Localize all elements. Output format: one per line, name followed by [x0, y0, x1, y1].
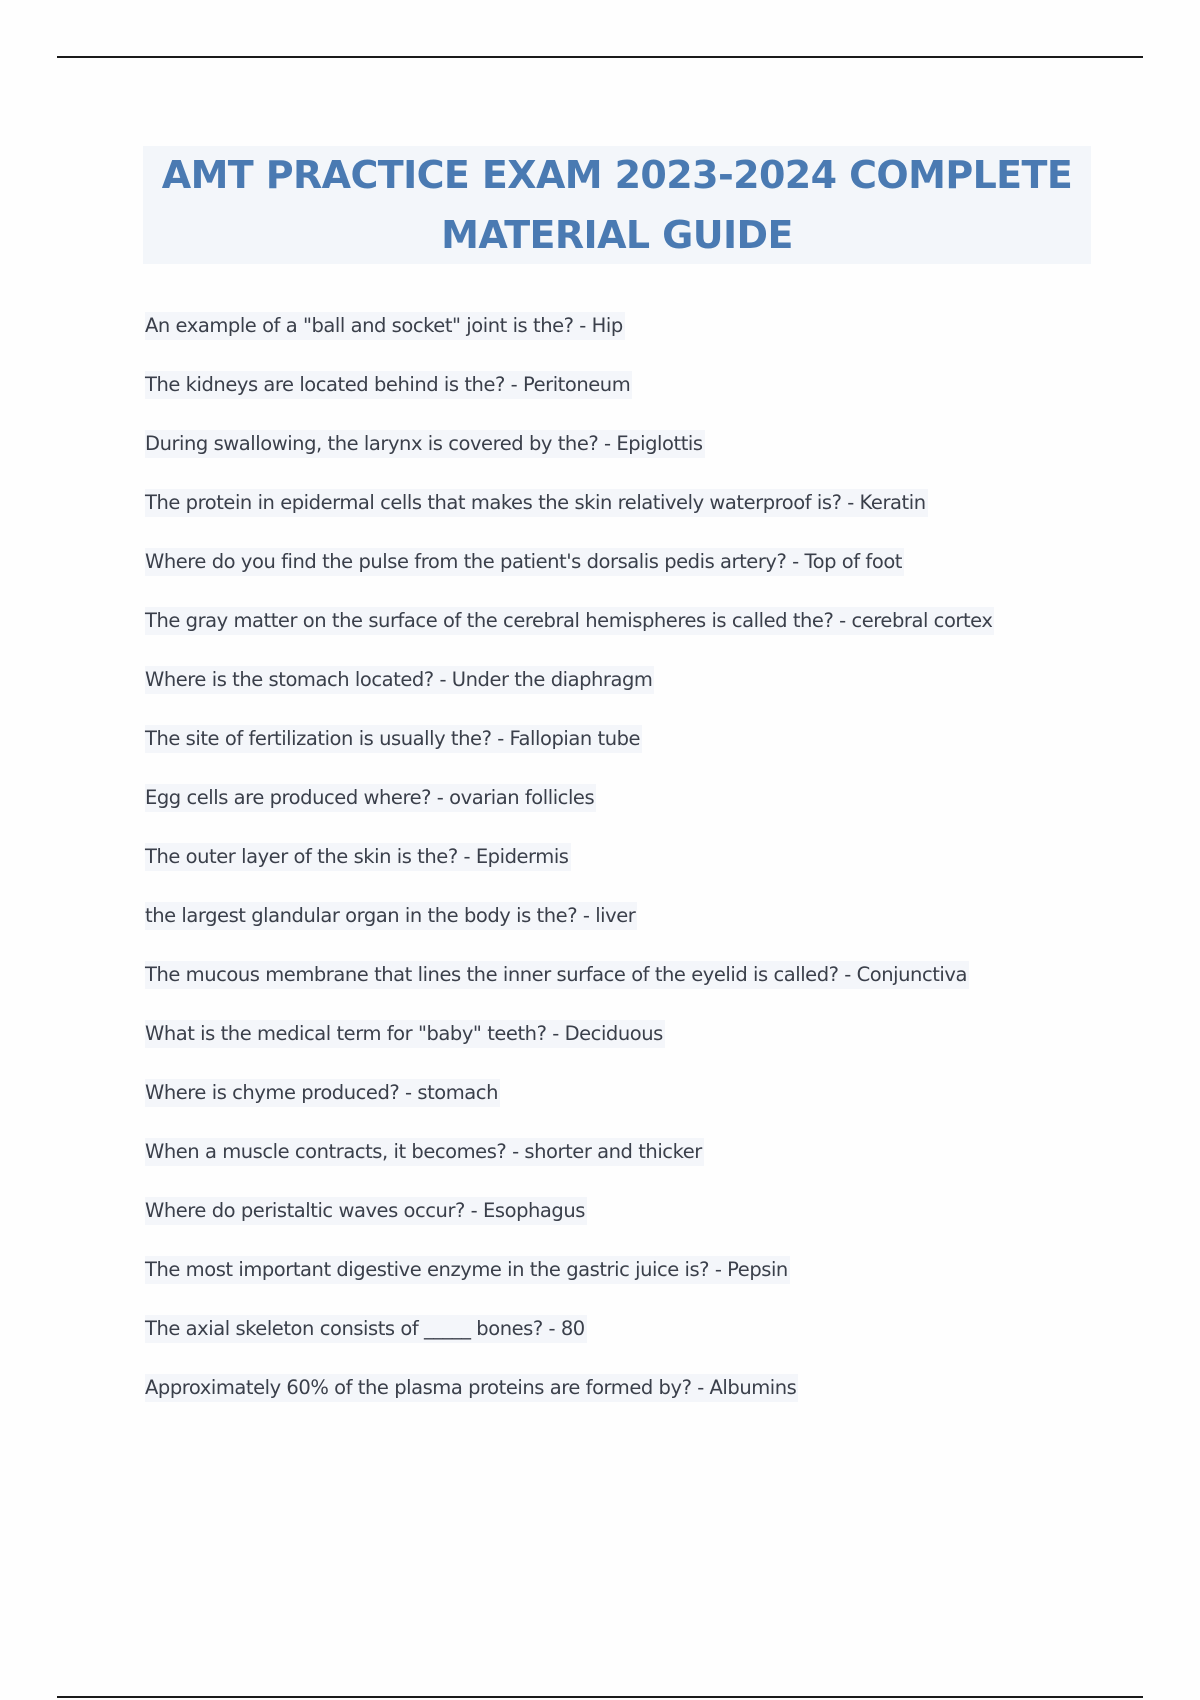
qa-text: The protein in epidermal cells that makes the skin relatively waterproof is? - Keratin	[145, 489, 928, 517]
qa-text: Egg cells are produced where? - ovarian follicles	[145, 784, 596, 812]
qa-text: The site of fertilization is usually the? - Fallopian tube	[145, 725, 642, 753]
qa-item	[145, 1020, 994, 1079]
qa-item	[145, 430, 994, 489]
qa-text: The gray matter on the surface of the cerebral hemispheres is called the? - cerebral cortex	[145, 607, 994, 635]
qa-text: The axial skeleton consists of _____ bones? - 80	[145, 1315, 587, 1343]
qa-item	[145, 1256, 994, 1315]
qa-item	[145, 1079, 994, 1138]
qa-item	[145, 1138, 994, 1197]
qa-text: Where do peristaltic waves occur? - Esophagus	[145, 1197, 587, 1225]
qa-text: The most important digestive enzyme in the gastric juice is? - Pepsin	[145, 1256, 790, 1284]
qa-item	[145, 902, 994, 961]
qa-item	[145, 489, 994, 548]
qa-text: Where is chyme produced? - stomach	[145, 1079, 500, 1107]
document-title-line-2: MATERIAL GUIDE	[441, 213, 793, 257]
title-banner	[143, 146, 1091, 264]
qa-text: the largest glandular organ in the body is the? - liver	[145, 902, 637, 930]
qa-item	[145, 784, 994, 843]
qa-text: During swallowing, the larynx is covered by the? - Epiglottis	[145, 430, 705, 458]
qa-list	[145, 312, 994, 1433]
qa-text: Where is the stomach located? - Under the diaphragm	[145, 666, 654, 694]
qa-item	[145, 371, 994, 430]
qa-item	[145, 666, 994, 725]
qa-text: What is the medical term for "baby" teeth? - Deciduous	[145, 1020, 665, 1048]
qa-text: An example of a "ball and socket" joint is the? - Hip	[145, 312, 625, 340]
qa-item	[145, 1197, 994, 1256]
document-title-line-1: AMT PRACTICE EXAM 2023-2024 COMPLETE	[161, 153, 1073, 197]
qa-text: Where do you find the pulse from the patient's dorsalis pedis artery? - Top of foot	[145, 548, 904, 576]
qa-text: The mucous membrane that lines the inner surface of the eyelid is called? - Conjunctiva	[145, 961, 969, 989]
qa-item	[145, 725, 994, 784]
qa-item	[145, 843, 994, 902]
qa-item	[145, 548, 994, 607]
qa-text: The outer layer of the skin is the? - Epidermis	[145, 843, 571, 871]
bottom-rule	[57, 1696, 1143, 1698]
qa-item	[145, 312, 994, 371]
top-rule	[57, 56, 1143, 58]
qa-item	[145, 961, 994, 1020]
qa-item	[145, 1374, 994, 1433]
qa-item	[145, 607, 994, 666]
qa-text: Approximately 60% of the plasma proteins are formed by? - Albumins	[145, 1374, 798, 1402]
qa-text: The kidneys are located behind is the? - Peritoneum	[145, 371, 632, 399]
qa-text: When a muscle contracts, it becomes? - shorter and thicker	[145, 1138, 704, 1166]
qa-item	[145, 1315, 994, 1374]
